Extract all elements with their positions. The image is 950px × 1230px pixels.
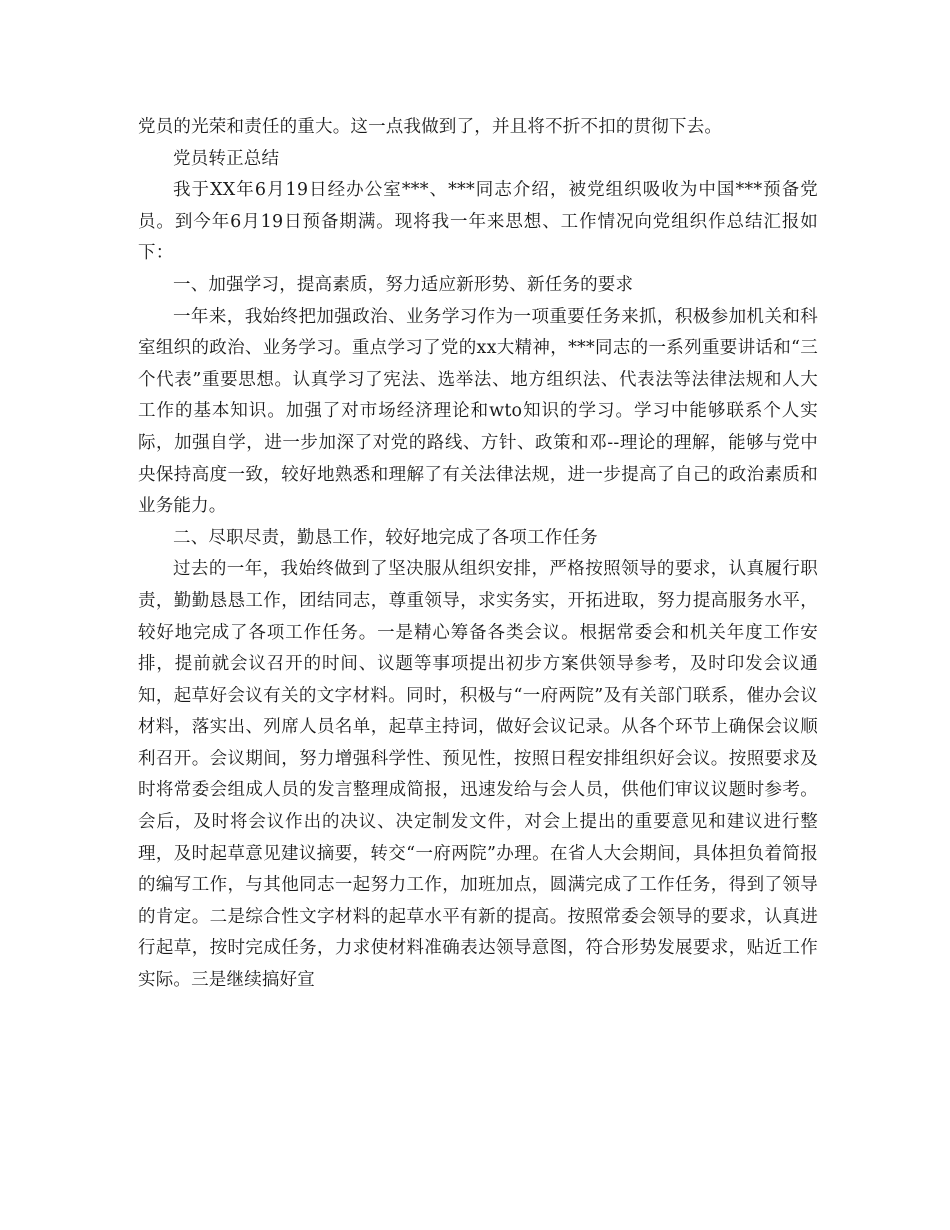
document-body bbox=[138, 112, 818, 997]
paragraph-work: 过去的一年，我始终做到了坚决服从组织安排，严格按照领导的要求，认真履行职责，勤勤恳恳工作，团结同志，尊重领导，求实务实，开拓进取，努力提高服务水平，较好地完成了各项工作任务。一是精心筹备各类会议。根据常委会和机关年度工作安排，提前就会议召开的时间、议题等事项提出初步方案供领导参考，及时印发会议通知，起草好会议有关的文字材料。同时，积极与“一府两院”及有关部门联系，催办会议材料，落实出、列席人员名单，起草主持词，做好会议记录。从各个环节上确保会议顺利召开。会议期间，努力增强科学性、预见性，按照日程安排组织好会议。按照要求及时将常委会组成人员的发言整理成简报，迅速发给与会人员，供他们审议议题时参考。会后，及时将会议作出的决议、决定制发文件，对会上提出的重要意见和建议进行整理，及时起草意见建议摘要，转交“一府两院”办理。在省人大会期间，具体担负着简报的编写工作，与其他同志一起努力工作，加班加点，圆满完成了工作任务，得到了领导的肯定。二是综合性文字材料的起草水平有新的提高。按照常委会领导的要求，认真进行起草，按时完成任务，力求使材料准确表达领导意图，符合形势发展要求，贴近工作实际。三是继续搞好宣 bbox=[138, 559, 818, 991]
heading-one: 一、加强学习，提高素质，努力适应新形势、新任务的要求 bbox=[173, 274, 634, 295]
heading-two: 二、尽职尽责，勤恳工作，较好地完成了各项工作任务 bbox=[173, 527, 598, 548]
paragraph-study: 一年来，我始终把加强政治、业务学习作为一项重要任务来抓，积极参加机关和科室组织的政治、业务学习。重点学习了党的xx大精神，***同志的一系列重要讲话和“三个代表”重要思想。认真学习了宪法、选举法、地方组织法、代表法等法律法规和人大工作的基本知识。加强了对市场经济理论和wto知识的学习。学习中能够联系个人实际，加强自学，进一步加深了对党的路线、方针、政策和邓--理论的理解，能够与党中央保持高度一致，较好地熟悉和理解了有关法律法规，进一步提高了自己的政治素质和业务能力。 bbox=[138, 306, 818, 517]
section-title: 党员转正总结 bbox=[173, 148, 280, 169]
paragraph-intro: 我于XX年6月19日经办公室***、***同志介绍，被党组织吸收为中国***预备党员。到今年6月19日预备期满。现将我一年来思想、工作情况向党组织作总结汇报如下： bbox=[138, 180, 818, 264]
paragraph-continuation: 党员的光荣和责任的重大。这一点我做到了，并且将不折不扣的贯彻下去。 bbox=[138, 117, 723, 137]
